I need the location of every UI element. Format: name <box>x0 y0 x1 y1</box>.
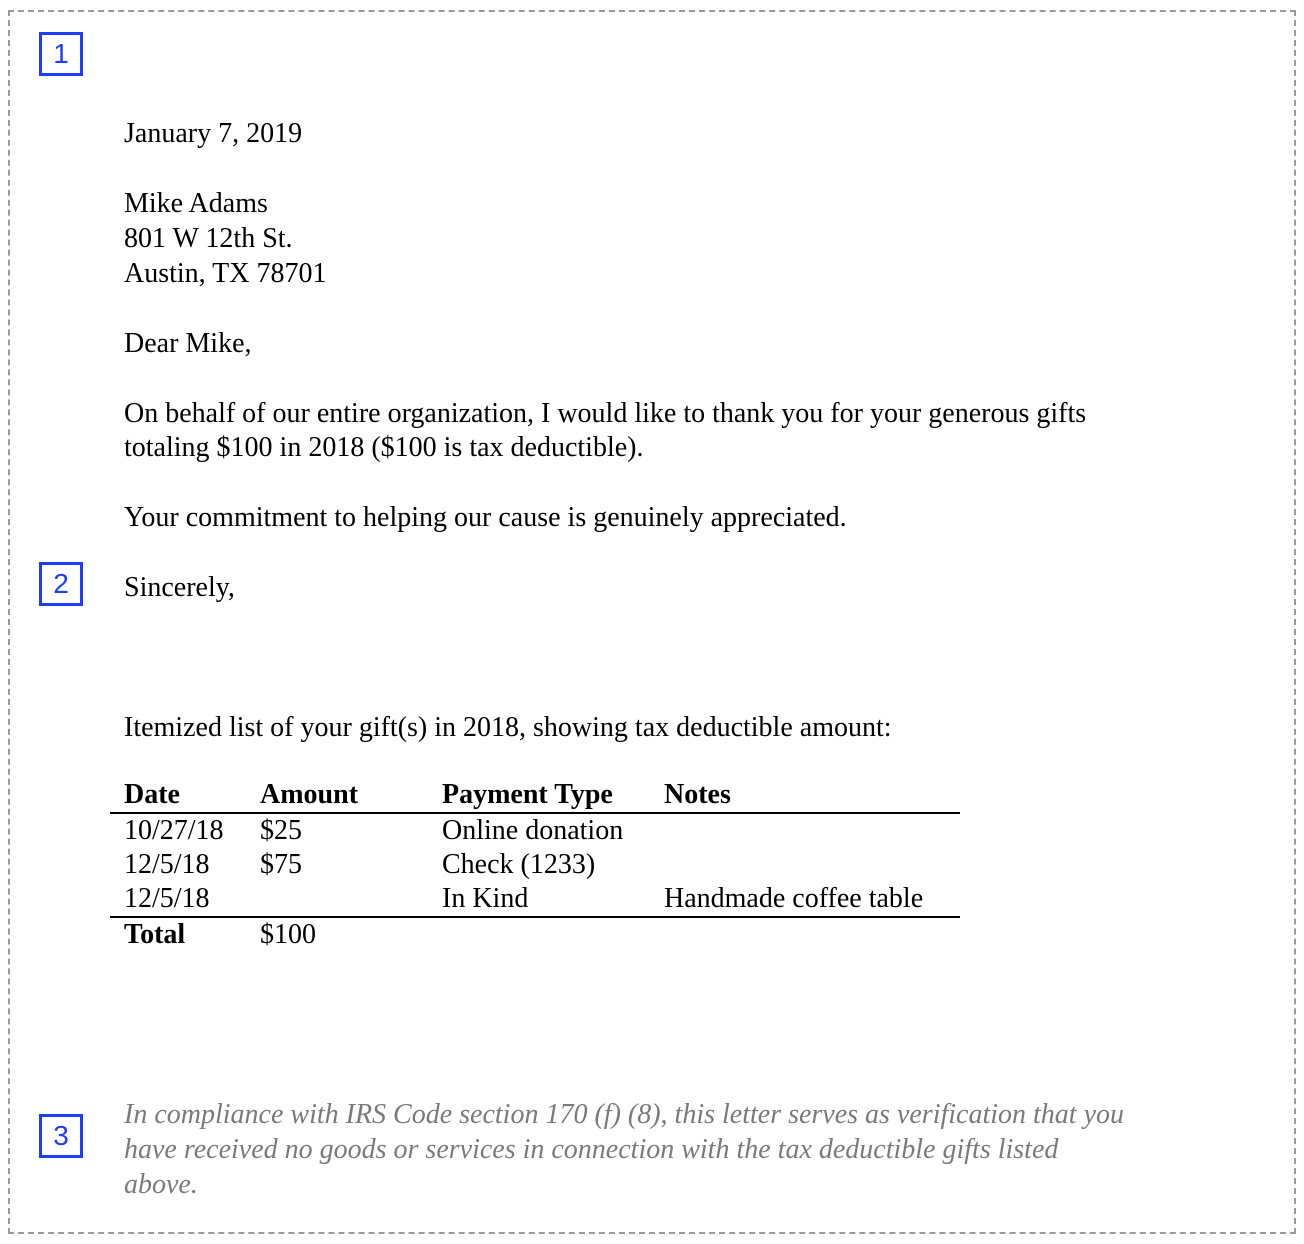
thank-you-line-1: On behalf of our entire organization, I would like to thank you for your generous gifts <box>124 398 1087 429</box>
thank-you-paragraph <box>124 397 1086 465</box>
cell-date: 12/5/18 <box>124 849 210 880</box>
header-amount: Amount <box>260 779 359 810</box>
section-marker-2: 2 <box>39 562 83 606</box>
letter-date: January 7, 2019 <box>124 118 303 149</box>
recipient-address <box>124 187 327 292</box>
cell-payment-type: Check (1233) <box>442 849 596 880</box>
closing: Sincerely, <box>124 572 235 603</box>
recipient-city: Austin, TX 78701 <box>124 258 327 289</box>
table-total-row <box>110 918 960 952</box>
recipient-street: 801 W 12th St. <box>124 223 293 254</box>
irs-compliance-note <box>124 1097 1234 1202</box>
header-payment-type: Payment Type <box>442 779 613 810</box>
cell-notes: Handmade coffee table <box>664 883 924 914</box>
header-notes: Notes <box>664 779 731 810</box>
section-marker-3: 3 <box>39 1114 83 1158</box>
cell-payment-type: In Kind <box>442 883 529 914</box>
recipient-name: Mike Adams <box>124 188 268 219</box>
table-row <box>110 848 960 882</box>
cell-amount: $75 <box>260 849 302 880</box>
header-date: Date <box>124 779 180 810</box>
table-row <box>110 814 960 848</box>
total-label: Total <box>124 919 186 950</box>
cell-date: 10/27/18 <box>124 815 224 846</box>
appreciation-paragraph: Your commitment to helping our cause is genuinely appreciated. <box>124 502 847 533</box>
compliance-line-3: above. <box>124 1169 198 1200</box>
thank-you-line-2: totaling $100 in 2018 ($100 is tax deductible). <box>124 432 644 463</box>
itemized-intro: Itemized list of your gift(s) in 2018, showing tax deductible amount: <box>124 712 892 743</box>
cell-payment-type: Online donation <box>442 815 624 846</box>
compliance-line-1: In compliance with IRS Code section 170 (f) (8), this letter serves as verification that you <box>124 1099 1125 1130</box>
gift-table <box>110 778 960 952</box>
total-amount: $100 <box>260 919 316 950</box>
cell-amount: $25 <box>260 815 302 846</box>
compliance-line-2: have received no goods or services in connection with the tax deductible gifts listed <box>124 1134 1059 1165</box>
section-marker-1: 1 <box>39 32 83 76</box>
table-row <box>110 882 960 918</box>
table-header-row <box>110 778 960 814</box>
cell-date: 12/5/18 <box>124 883 210 914</box>
greeting: Dear Mike, <box>124 328 252 359</box>
